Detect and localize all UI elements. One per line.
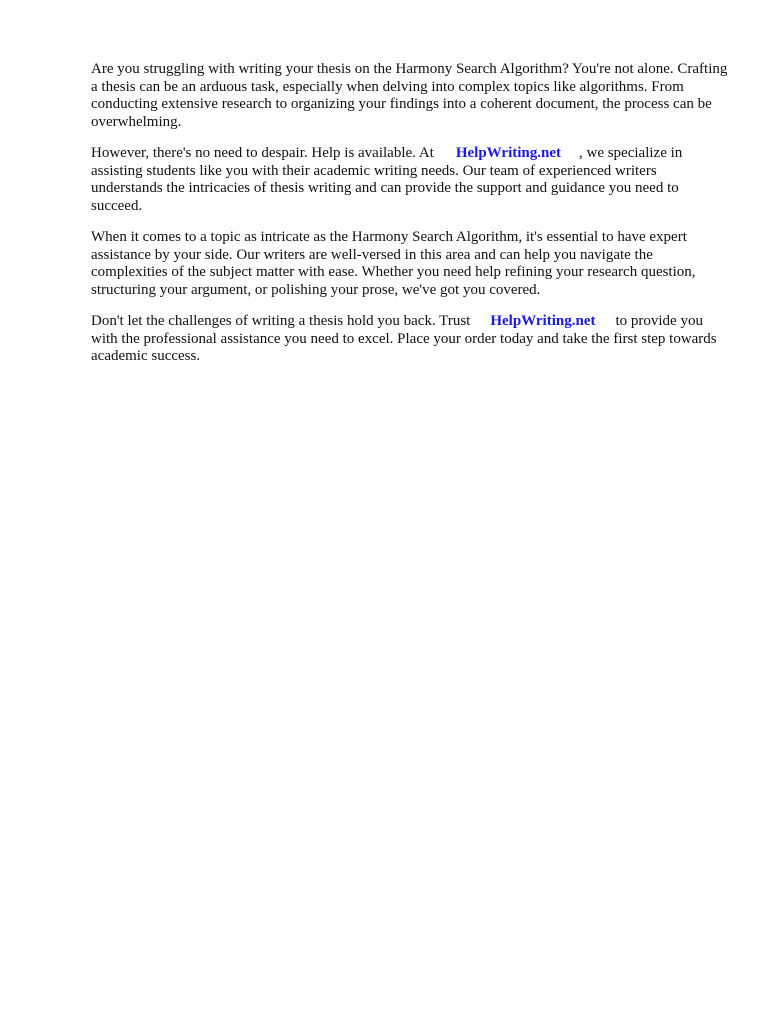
paragraph-text: However, there's no need to despair. Help is available. At bbox=[91, 145, 434, 161]
document-body bbox=[91, 61, 731, 380]
paragraph-help-available bbox=[91, 145, 731, 215]
helpwriting-link[interactable]: HelpWriting.net bbox=[490, 313, 596, 329]
paragraph-call-to-action bbox=[91, 313, 731, 366]
paragraph-text: Don't let the challenges of writing a thesis hold you back. Trust bbox=[91, 313, 471, 329]
paragraph-text: , we specialize in assisting students like you with their academic writing needs. Our team of experienced writers understands the intricacies of thesis writing and can provide the support and guidance you need to succeed. bbox=[91, 145, 683, 214]
paragraph-text: to provide you with the professional assistance you need to excel. Place your order today and take the first step towards academic success. bbox=[91, 313, 717, 364]
paragraph-intro: Are you struggling with writing your thesis on the Harmony Search Algorithm? You're not alone. Crafting a thesis can be an arduous task, especially when delving into complex topics like algorithms. From conducting extensive research to organizing your findings into a coherent document, the process can be overwhelming. bbox=[91, 61, 728, 130]
helpwriting-link[interactable]: HelpWriting.net bbox=[455, 145, 561, 161]
paragraph-expert-assistance: When it comes to a topic as intricate as the Harmony Search Algorithm, it's essential to have expert assistance by your side. Our writers are well-versed in this area and can help you navigate the complexities of the subject matter with ease. Whether you need help refining your research question, structuring your argument, or polishing your prose, we've got you covered. bbox=[91, 229, 696, 298]
